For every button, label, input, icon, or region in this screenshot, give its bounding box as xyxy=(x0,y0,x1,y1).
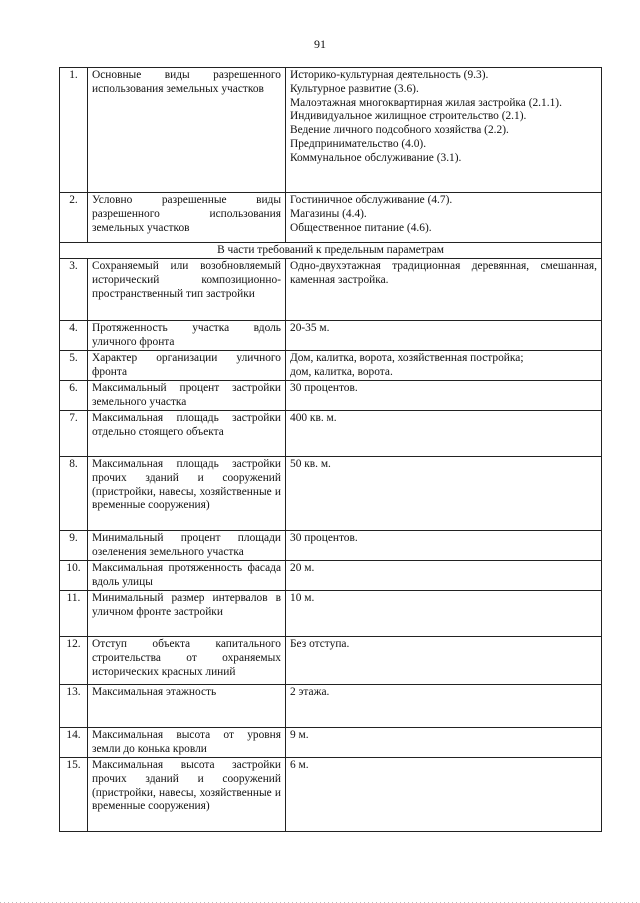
value-line: Магазины (4.4). xyxy=(290,207,367,220)
parameter-value: 20 м. xyxy=(286,561,602,591)
value-line: Предпринимательство (4.0). xyxy=(290,137,427,150)
parameter-value: 6 м. xyxy=(286,758,602,832)
row-number: 10. xyxy=(60,561,88,591)
parameter-value: 10 м. xyxy=(286,591,602,637)
parameter-value: 20-35 м. xyxy=(286,321,602,351)
parameter-name: Максимальная площадь застройки отдельно стоящего объекта xyxy=(88,411,286,457)
parameter-value: Одно-двухэтажная традиционная деревянная, смешанная, каменная застройка. xyxy=(286,259,602,321)
parameter-name: Минимальный размер интервалов в уличном фронте застройки xyxy=(88,591,286,637)
row-number: 9. xyxy=(60,531,88,561)
value-line: Культурное развитие (3.6). xyxy=(290,82,419,95)
parameter-name: Сохраняемый или возобновляемый исторический композиционно-пространственный тип застройки xyxy=(88,259,286,321)
row-number: 12. xyxy=(60,637,88,685)
table-row xyxy=(60,381,602,411)
table-row xyxy=(60,193,602,243)
parameter-name: Характер организации уличного фронта xyxy=(88,351,286,381)
table-row xyxy=(60,728,602,758)
row-number: 8. xyxy=(60,457,88,531)
parameter-value xyxy=(286,68,602,193)
parameter-value: Без отступа. xyxy=(286,637,602,685)
row-number: 13. xyxy=(60,685,88,728)
parameter-value: 400 кв. м. xyxy=(286,411,602,457)
parameter-value xyxy=(286,193,602,243)
value-line: Общественное питание (4.6). xyxy=(290,221,432,234)
value-line: дом, калитка, ворота. xyxy=(290,365,393,378)
parameter-value: 30 процентов. xyxy=(286,381,602,411)
value-line: Индивидуальное жилищное строительство (2.1). xyxy=(290,110,527,123)
parameter-value: 2 этажа. xyxy=(286,685,602,728)
row-number: 4. xyxy=(60,321,88,351)
section-header-row xyxy=(60,243,602,259)
table-row xyxy=(60,68,602,193)
parameter-name: Максимальная площадь застройки прочих зданий и сооружений (пристройки, навесы, хозяйственные и временные сооружения) xyxy=(88,457,286,531)
parameter-value: 50 кв. м. xyxy=(286,457,602,531)
value-line: Коммунальное обслуживание (3.1). xyxy=(290,151,462,164)
row-number: 1. xyxy=(60,68,88,193)
value-line: Дом, калитка, ворота, хозяйственная постройка; xyxy=(290,352,524,364)
parameter-value xyxy=(286,351,602,381)
row-number: 3. xyxy=(60,259,88,321)
section-title: В части требований к предельным параметрам xyxy=(60,243,602,259)
table-row xyxy=(60,531,602,561)
parameter-name: Условно разрешенные виды разрешенного использования земельных участков xyxy=(88,193,286,243)
table-row xyxy=(60,758,602,832)
row-number: 11. xyxy=(60,591,88,637)
row-number: 7. xyxy=(60,411,88,457)
parameter-name: Максимальная высота от уровня земли до конька кровли xyxy=(88,728,286,758)
value-line: Гостиничное обслуживание (4.7). xyxy=(290,194,453,206)
table-row xyxy=(60,591,602,637)
row-number: 6. xyxy=(60,381,88,411)
parameter-value: 30 процентов. xyxy=(286,531,602,561)
table-row xyxy=(60,321,602,351)
parameter-name: Максимальная этажность xyxy=(88,685,286,728)
row-number: 5. xyxy=(60,351,88,381)
row-number: 14. xyxy=(60,728,88,758)
row-number: 15. xyxy=(60,758,88,832)
page-number: 91 xyxy=(314,37,326,51)
table-row xyxy=(60,685,602,728)
parameter-name: Протяженность участка вдоль уличного фронта xyxy=(88,321,286,351)
row-number: 2. xyxy=(60,193,88,243)
table-row xyxy=(60,259,602,321)
table-row xyxy=(60,351,602,381)
parameter-name: Максимальный процент застройки земельного участка xyxy=(88,381,286,411)
parameter-value: 9 м. xyxy=(286,728,602,758)
table-row xyxy=(60,457,602,531)
parameter-name: Основные виды разрешенного использования земельных участков xyxy=(88,68,286,193)
parameter-name: Максимальная высота застройки прочих зданий и сооружений (пристройки, навесы, хозяйственные и временные сооружения) xyxy=(88,758,286,832)
parameter-name: Максимальная протяженность фасада вдоль улицы xyxy=(88,561,286,591)
table-row xyxy=(60,637,602,685)
value-line: Историко-культурная деятельность (9.3). xyxy=(290,69,489,81)
table-row xyxy=(60,411,602,457)
regulations-table xyxy=(59,67,602,832)
parameter-name: Отступ объекта капитального строительства от охраняемых исторических красных линий xyxy=(88,637,286,685)
table-row xyxy=(60,561,602,591)
parameter-name: Минимальный процент площади озеленения земельного участка xyxy=(88,531,286,561)
value-line: Ведение личного подсобного хозяйства (2.2). xyxy=(290,124,509,137)
value-line: Малоэтажная многоквартирная жилая застройка (2.1.1). xyxy=(290,96,562,109)
